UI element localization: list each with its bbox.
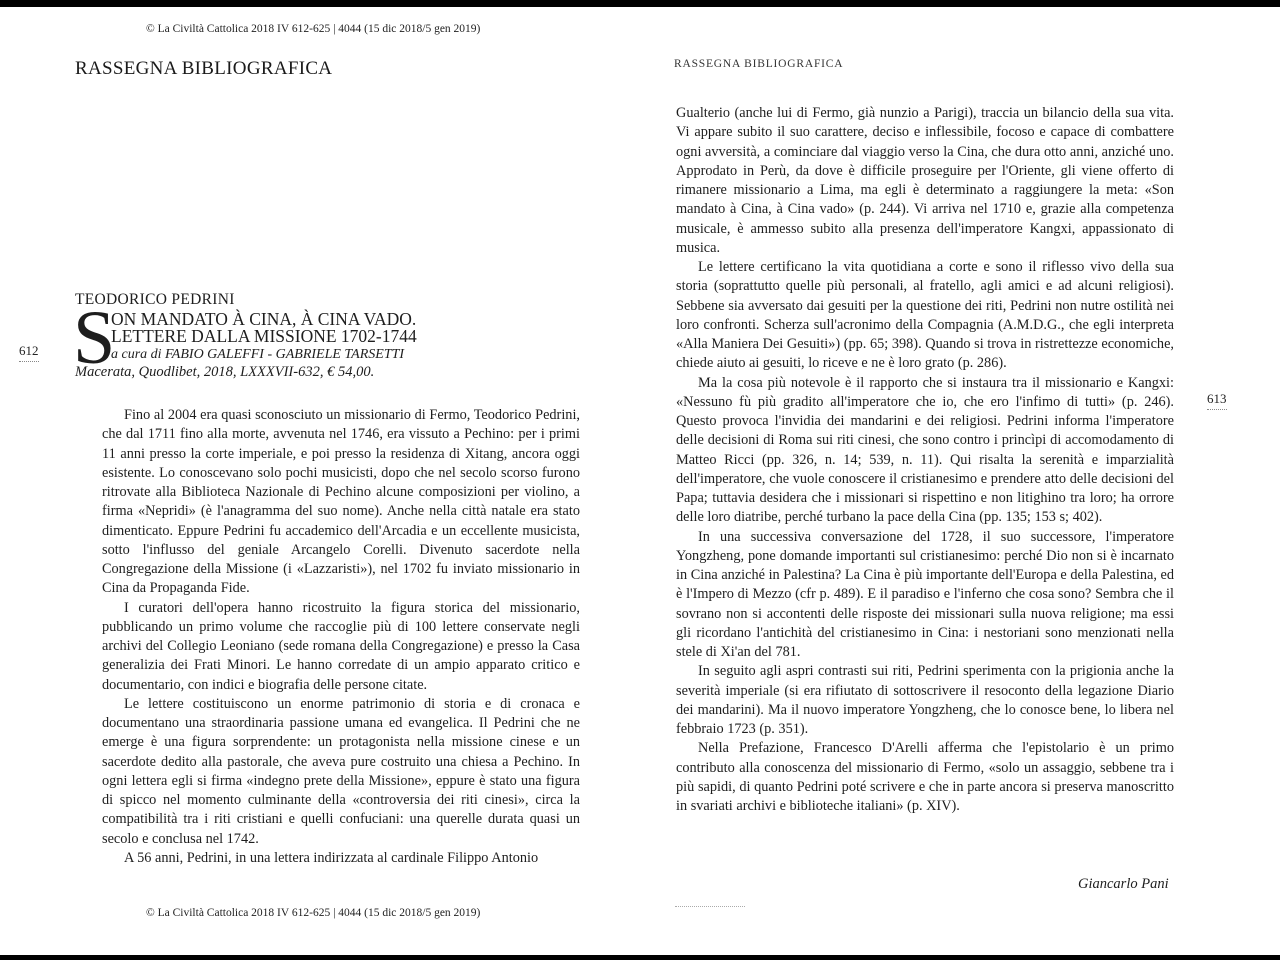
paragraph: Gualterio (anche lui di Fermo, già nunzio a Parigi), traccia un bilancio della sua vita. Vi appare subito il suo carattere, deciso e inflessibile, focoso e capace di combattere ogni avversità, a cominciare dal viaggio verso la Cina, che dura otto anni, anziché uno. Approdato in Perù, da dove è difficile proseguire per l'Oriente, gli viene offerto di rimanere missionario a Lima, ma egli è determinato a raggiungere la meta: «Son mandato à Cina, à Cina vado» (p. 244). Vi arriva nel 1710 e, grazie alla competenza musicale, è ammesso subito alla presenza dell'imperatore Kangxi, appassionato di musica. <box>676 105 1174 256</box>
top-scan-border <box>0 0 1280 7</box>
paragraph: Fino al 2004 era quasi sconosciuto un missionario di Fermo, Teodorico Pedrini, che dal 1711 fino alla morte, avvenuta nel 1746, era vissuto a Pechino: per i primi 11 anni presso la corte imperiale, e poi presso la residenza di Xitang, ancora oggi esistente. Lo conoscevano solo pochi musicisti, dopo che nel secolo scorso furono ritrovate alla Biblioteca Nazionale di Pechino alcune composizioni per violino, a firma «Nepridi» (è l'anagramma del suo nome). Anche nella città natale era stato dimenticato. Eppure Pedrini fu accademico dell'Arcadia e un eccellente musicista, sotto l'influsso del geniale Arcangelo Corelli. Divenuto sacerdote nella Congregazione della Missione (i «Lazzaristi»), nel 1702 fu inviato missionario in Cina da Propaganda Fide. <box>102 407 580 597</box>
review-signature: Giancarlo Pani <box>1078 876 1169 892</box>
paragraph: Ma la cosa più notevole è il rapporto che si instaura tra il missionario e Kangxi: «Nessuno fù più gradito all'imperatore che io, che ero l'infimo di tutti» (p. 246). Questo provoca l'invidia dei mandarini e dei religiosi. Pedrini informa l'imperatore delle decisioni di Roma sui riti cinesi, che sono contro i princìpi di accomodamento di Matteo Ricci (pp. 326, n. 14; 539, n. 11). Qui risalta la serenità e imparzialità dell'imperatore, che vuole conoscere il cristianesimo e prendere atto delle decisioni del Papa; tuttavia desidera che i missionari si rispettino e non litighino tra loro; ha orrore delle loro diatribe, perché turbano la pace della Cina (pp. 135; 153 s; 402). <box>676 374 1174 526</box>
title-drop-cap: S <box>73 296 116 380</box>
paragraph: Le lettere certificano la vita quotidiana a corte e sono il riflesso vivo della sua storia (soprattutto quelle più personali, al fratello, agli amici e ad alcuni religiosi). Sebbene sia avversato dai gesuiti per la questione dei riti, Pedrini non nutre ostilità nei loro confronti. Scherza sull'acronimo della Compagnia (A.M.D.G., che egli interpreta «Alla Maniera Dei Gesuiti») (pp. 65; 398). Quando si trova in ristrettezze economiche, chiede aiuto ai gesuiti, lo riceve e ne è loro grato (p. 286). <box>676 259 1174 372</box>
page-number-right: 613 <box>1207 391 1227 410</box>
copyright-line-bottom: © La Civiltà Cattolica 2018 IV 612-625 | 4044 (15 dic 2018/5 gen 2019) <box>146 907 481 919</box>
paragraph: In una successiva conversazione del 1728, il suo successore, l'imperatore Yongzheng, pone domande importanti sul cristianesimo: perché Dio non si è incarnato in Cina anziché in Palestina? La Cina è più importante dell'Europa e della Palestina, ed è l'Impero di Mezzo (cfr p. 489). E il paradiso e l'inferno che cosa sono? Sembra che il sovrano non si accontenti delle risposte dei missionari sulla nuova religione; ma essi gli ricordano l'antichità del cristianesimo in Cina: i nestoriani sono menzionati nella stele di Xi'an del 781. <box>676 528 1174 660</box>
page-number-left: 612 <box>19 343 39 362</box>
review-author: TEODORICO PEDRINI <box>75 291 235 308</box>
left-column-text <box>102 406 580 868</box>
review-editors: a cura di FABIO GALEFFI - GABRIELE TARSETTI <box>111 347 405 362</box>
review-imprint: Macerata, Quodlibet, 2018, LXXXVII-632, € 54,00. <box>75 364 375 380</box>
copyright-line-top: © La Civiltà Cattolica 2018 IV 612-625 | 4044 (15 dic 2018/5 gen 2019) <box>146 23 481 35</box>
page-divider <box>675 906 745 907</box>
right-column-text <box>676 104 1174 816</box>
title-line-2: LETTERE DALLA MISSIONE 1702-1744 <box>111 326 417 346</box>
running-head-left: RASSEGNA BIBLIOGRAFICA <box>75 58 333 79</box>
paragraph: I curatori dell'opera hanno ricostruito la figura storica del missionario, pubblicando un primo volume che raccoglie più di 100 lettere conservate negli archivi del Collegio Leoniano (sede romana della Congregazione) e presso la Casa generalizia dei Frati Minori. Le hanno corredate di un ampio apparato critico e documentario, con indici e biografia delle persone citate. <box>102 599 580 693</box>
review-heading <box>75 292 580 381</box>
running-head-right: RASSEGNA BIBLIOGRAFICA <box>674 58 844 70</box>
bottom-scan-border <box>0 955 1280 960</box>
paragraph: Nella Prefazione, Francesco D'Arelli afferma che l'epistolario è un primo contributo alla conoscenza del missionario di Fermo, «solo un assaggio, sebbene tra i più sapidi, di quanto Pedrini poté scrivere e che in parte ancora si preserva manoscritto in svariati archivi e biblioteche italiani» (p. XIV). <box>676 740 1174 814</box>
title-line-1: ON MANDATO À CINA, À CINA VADO. <box>111 309 417 329</box>
paragraph: In seguito agli aspri contrasti sui riti, Pedrini sperimenta con la prigionia anche la severità imperiale (si era rifiutato di sottoscrivere il resoconto della legazione Diario dei mandarini). Ma il nuovo imperatore Yongzheng, che lo conosce bene, lo libera nel febbraio 1723 (p. 351). <box>676 663 1174 737</box>
paragraph: Le lettere costituiscono un enorme patrimonio di storia e di cronaca e documentano una straordinaria passione umana ed evangelica. Il Pedrini che ne emerge è una figura sorprendente: un protagonista nella missione cinese e un sacerdote dedito alla pastorale, che aveva pure costruito una chiesa a Pechino. In ogni lettera egli si firma «indegno prete della Missione», eppure è stato una figura di spicco nel momento culminante della «controversia dei riti cinesi», circa la compatibilità tra i riti cristiani e quelli confuciani: una querelle durata quasi un secolo e conclusa nel 1742. <box>102 695 580 847</box>
paragraph: A 56 anni, Pedrini, in una lettera indirizzata al cardinale Filippo Antonio <box>124 849 539 866</box>
